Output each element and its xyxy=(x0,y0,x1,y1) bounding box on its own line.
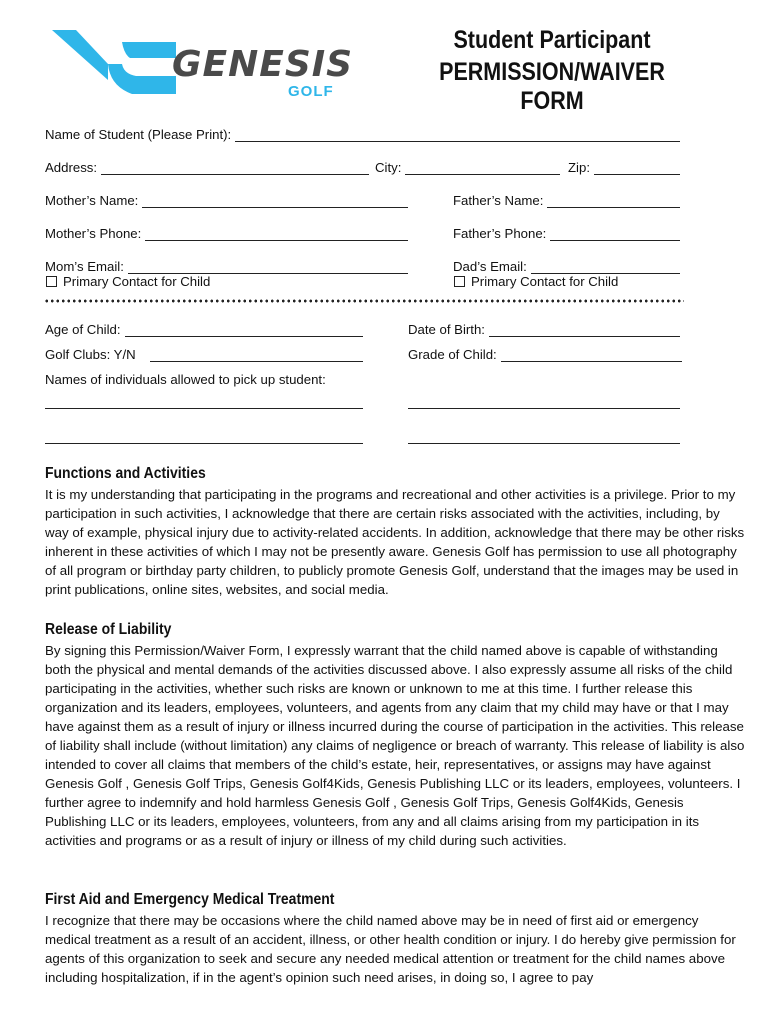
functions-text: It is my understanding that participating in the programs and recreational and other activities is a privilege. Prior to my participation in such activities, I acknowledge that there are certain risks associated with the activities, including, by way of example, physical injury due to activity-related accidents. In addition, acknowledge that there may be other risks inherent in these activities of which I may not be presently aware. Genesis Golf has permission to use all photography of all program or birthday party children, to publicly promote Genesis Golf, understand that the images may be used in print publications, online sites, websites, and social media. xyxy=(45,487,745,597)
first-aid-text: I recognize that there may be occasions where the child named above may be in need of first aid or emergency medical treatment as a result of an accident, illness, or other health condition or injury. I do hereby give permission for agents of this organization to seek and secure any needed medical attention or treatment for the child names above including hospitalization, if in the agent’s opinion such need arises, in doing so, I agree to pay xyxy=(45,913,736,985)
father-phone-label: Father’s Phone: xyxy=(453,226,547,241)
address-line[interactable] xyxy=(101,160,369,175)
mother-phone-field[interactable] xyxy=(45,223,408,241)
logo-subtitle: GOLF xyxy=(288,83,334,100)
checkbox-icon[interactable] xyxy=(46,276,57,287)
dad-primary-contact-label: Primary Contact for Child xyxy=(471,274,619,289)
golf-clubs-line[interactable] xyxy=(150,347,363,362)
grade-field[interactable] xyxy=(408,344,682,362)
student-name-label: Name of Student (Please Print): xyxy=(45,127,232,142)
mom-email-label: Mom’s Email: xyxy=(45,259,124,274)
address-label: Address: xyxy=(45,160,98,175)
father-name-field[interactable] xyxy=(453,190,680,208)
golf-club-g-icon xyxy=(50,24,180,106)
dad-email-label: Dad’s Email: xyxy=(453,259,527,274)
student-name-line[interactable] xyxy=(235,127,680,142)
zip-label: Zip: xyxy=(568,160,590,175)
father-name-line[interactable] xyxy=(547,193,680,208)
age-label: Age of Child: xyxy=(45,322,121,337)
mother-name-label: Mother’s Name: xyxy=(45,193,139,208)
address-field[interactable] xyxy=(45,157,369,175)
first-aid-heading: First Aid and Emergency Medical Treatment xyxy=(45,891,335,908)
pickup-label: Names of individuals allowed to pick up student: xyxy=(45,372,326,387)
dad-email-field[interactable] xyxy=(453,256,680,274)
zip-line[interactable] xyxy=(594,160,680,175)
father-phone-field[interactable] xyxy=(453,223,680,241)
pickup-line-1[interactable] xyxy=(45,408,363,409)
grade-line[interactable] xyxy=(501,347,682,362)
pickup-line-4[interactable] xyxy=(408,443,680,444)
pickup-line-2[interactable] xyxy=(408,408,680,409)
mother-name-line[interactable] xyxy=(142,193,408,208)
functions-heading: Functions and Activities xyxy=(45,465,206,482)
age-line[interactable] xyxy=(125,322,363,337)
father-phone-line[interactable] xyxy=(550,226,680,241)
mom-email-line[interactable] xyxy=(128,259,408,274)
dob-field[interactable] xyxy=(408,319,680,337)
dotted-divider xyxy=(44,299,684,303)
liability-heading: Release of Liability xyxy=(45,621,172,638)
form-title-line2: PERMISSION/WAIVER FORM xyxy=(439,58,665,115)
mom-primary-contact-label: Primary Contact for Child xyxy=(63,274,211,289)
age-field[interactable] xyxy=(45,319,363,337)
mom-primary-contact-checkbox[interactable] xyxy=(46,274,210,289)
form-title-line1: Student Participant xyxy=(453,26,651,54)
dad-primary-contact-checkbox[interactable] xyxy=(454,274,618,289)
pickup-line-3[interactable] xyxy=(45,443,363,444)
city-field[interactable] xyxy=(375,157,560,175)
mother-name-field[interactable] xyxy=(45,190,408,208)
mother-phone-label: Mother’s Phone: xyxy=(45,226,142,241)
grade-label: Grade of Child: xyxy=(408,347,497,362)
liability-text: By signing this Permission/Waiver Form, I expressly warrant that the child named above is capable of withstanding both the physical and mental demands of the activities discussed above. I also expressly assume all risks of the child participating in the activities, whether such risks are known or unknown to me at this time. I further release this organization and its leaders, employees, volunteers, and agents from any claim that my child may have or that I may have against them as a result of injury or illness incurred during the course of participation in the activities. This release of liability shall include (without limitation) any claims of negligence or breach of warranty. This release of liability is also intended to cover all claims that members of the child’s estate, heir, representatives, or assigns may have against Genesis Golf , Genesis Golf Trips, Genesis Golf4Kids, Genesis Publishing LLC or its leaders, employees, volunteers. I further agree to indemnify and hold harmless Genesis Golf , Genesis Golf Trips, Genesis Golf4Kids, Genesis Publishing LLC or its leaders, employees, volunteers, from any and all claims arising from my participation in its activities and programs or as a result of injury or illness of my child during such activities. xyxy=(45,643,745,848)
zip-field[interactable] xyxy=(568,157,680,175)
pickup-label-row xyxy=(45,369,545,387)
genesis-golf-logo xyxy=(50,24,354,106)
checkbox-icon[interactable] xyxy=(454,276,465,287)
dob-line[interactable] xyxy=(489,322,680,337)
student-name-field[interactable] xyxy=(45,124,680,142)
dob-label: Date of Birth: xyxy=(408,322,485,337)
father-name-label: Father’s Name: xyxy=(453,193,544,208)
golf-clubs-label: Golf Clubs: Y/N xyxy=(45,347,136,362)
golf-clubs-field[interactable] xyxy=(45,344,363,362)
city-label: City: xyxy=(375,160,402,175)
mom-email-field[interactable] xyxy=(45,256,408,274)
city-line[interactable] xyxy=(405,160,560,175)
mother-phone-line[interactable] xyxy=(145,226,408,241)
dad-email-line[interactable] xyxy=(531,259,680,274)
logo-wordmark: GENESIS xyxy=(172,44,354,85)
